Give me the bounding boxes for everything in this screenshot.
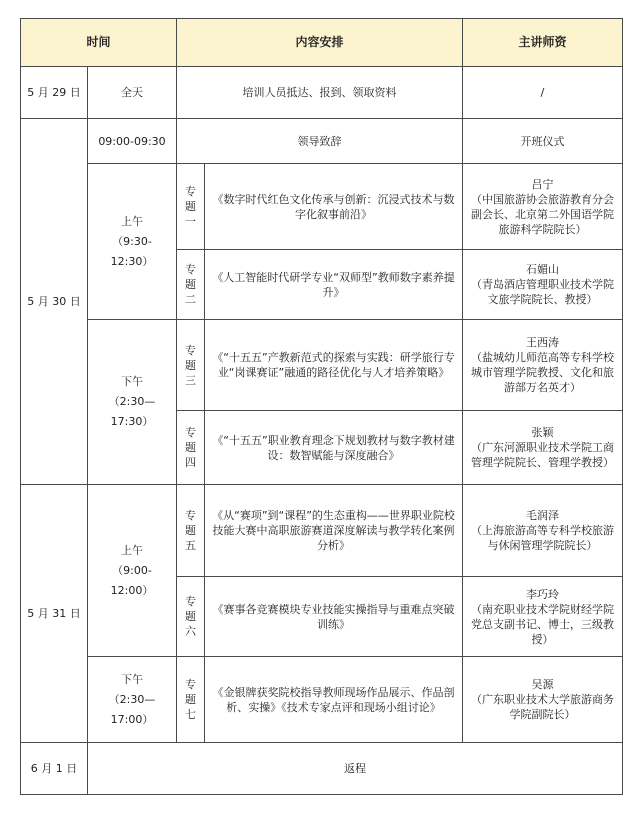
topic-label: 专 题 一 (177, 164, 205, 250)
table-row (21, 657, 623, 743)
date-cell: 5 月 31 日 (21, 485, 88, 743)
topic-content: 《赛事各竞赛模块专业技能实操指导与重难点突破训练》 (205, 577, 463, 657)
teacher-cell: / (463, 67, 623, 119)
topic-label: 专 题 三 (177, 320, 205, 411)
date-cell: 6 月 1 日 (21, 743, 88, 795)
header-content: 内容安排 (177, 19, 463, 67)
session-cell (88, 485, 177, 657)
table-row (21, 67, 623, 119)
topic-label: 专 题 五 (177, 485, 205, 577)
date-cell: 5 月 30 日 (21, 119, 88, 485)
header-time: 时间 (21, 19, 177, 67)
teacher-desc: （中国旅游协会旅游教育分会副会长、北京第二外国语学院旅游科学院院长） (471, 192, 615, 236)
session-label: 上午 (121, 214, 143, 228)
session-label: 下午 (121, 672, 143, 686)
session-cell (88, 657, 177, 743)
content-cell: 返程 (88, 743, 623, 795)
header-teacher: 主讲师资 (463, 19, 623, 67)
teacher-name: 石媚山 (526, 263, 560, 276)
teacher-desc: （南充职业技术学院财经学院党总支副书记、博士，三级教授） (471, 602, 615, 646)
session-cell (88, 320, 177, 485)
session-range-end: 17:00） (110, 712, 154, 726)
session-range-end: 12:00） (110, 583, 154, 597)
session-label: 下午 (121, 375, 143, 388)
schedule-table (20, 18, 623, 795)
teacher-name: 李巧玲 (526, 587, 560, 601)
teacher-cell (463, 657, 623, 743)
teacher-cell (463, 164, 623, 250)
topic-content: 《金银牌获奖院校指导教师现场作品展示、作品剖析、实操》《技术专家点评和现场小组讨论》 (205, 657, 463, 743)
session-range-start: （2:30— (108, 692, 156, 706)
teacher-cell (463, 250, 623, 320)
topic-content: 《“十五五”产教新范式的探索与实践：研学旅行专业“岗课赛证”融通的路径优化与人才培养策略》 (205, 320, 463, 411)
time-cell: 09:00-09:30 (88, 119, 177, 164)
topic-label: 专 题 四 (177, 411, 205, 485)
session-range-start: （2:30— (108, 395, 156, 408)
header-row (21, 19, 623, 67)
teacher-desc: （青岛酒店管理职业技术学院文旅学院院长、教授） (471, 278, 615, 306)
teacher-name: 王西涛 (526, 336, 560, 349)
teacher-cell: 开班仪式 (463, 119, 623, 164)
teacher-name: 张颖 (531, 426, 554, 439)
teacher-cell (463, 411, 623, 485)
session-range-end: 12:30） (110, 254, 154, 268)
teacher-desc: （广东职业技术大学旅游商务学院副院长） (471, 693, 615, 721)
table-row (21, 164, 623, 250)
teacher-desc: （上海旅游高等专科学校旅游与休闲管理学院院长） (471, 524, 615, 552)
topic-content: 《从“赛项”到“课程”的生态重构——世界职业院校技能大赛中高职旅游赛道深度解读与教学转化案例分析》 (205, 485, 463, 577)
content-cell: 领导致辞 (177, 119, 463, 164)
table-row (21, 320, 623, 411)
session-label: 上午 (121, 543, 143, 557)
content-cell: 培训人员抵达、报到、领取资料 (177, 67, 463, 119)
topic-content: 《“十五五”职业教育理念下规划教材与数字教材建设：数智赋能与深度融合》 (205, 411, 463, 485)
topic-label: 专 题 七 (177, 657, 205, 743)
session-range-end: 17:30） (110, 415, 154, 428)
topic-label: 专 题 六 (177, 577, 205, 657)
topic-content: 《人工智能时代研学专业“双师型”教师数字素养提升》 (205, 250, 463, 320)
teacher-cell (463, 485, 623, 577)
session-range-start: （9:30- (112, 234, 152, 248)
table-row (21, 119, 623, 164)
session-cell (88, 164, 177, 320)
session-range-start: （9:00- (112, 563, 152, 577)
teacher-desc: （广东河源职业技术学院工商管理学院院长、管理学教授） (471, 441, 615, 469)
topic-label: 专 题 二 (177, 250, 205, 320)
teacher-cell (463, 320, 623, 411)
teacher-name: 毛润泽 (526, 509, 560, 522)
table-row (21, 485, 623, 577)
period-cell: 全天 (88, 67, 177, 119)
teacher-name: 吕宁 (531, 177, 554, 191)
teacher-cell (463, 577, 623, 657)
date-cell: 5 月 29 日 (21, 67, 88, 119)
teacher-desc: （盐城幼儿师范高等专科学校城市管理学院教授、文化和旅游部万名英才） (471, 351, 615, 394)
teacher-name: 吴源 (531, 678, 554, 691)
topic-content: 《数字时代红色文化传承与创新：沉浸式技术与数字化叙事前沿》 (205, 164, 463, 250)
table-row (21, 743, 623, 795)
